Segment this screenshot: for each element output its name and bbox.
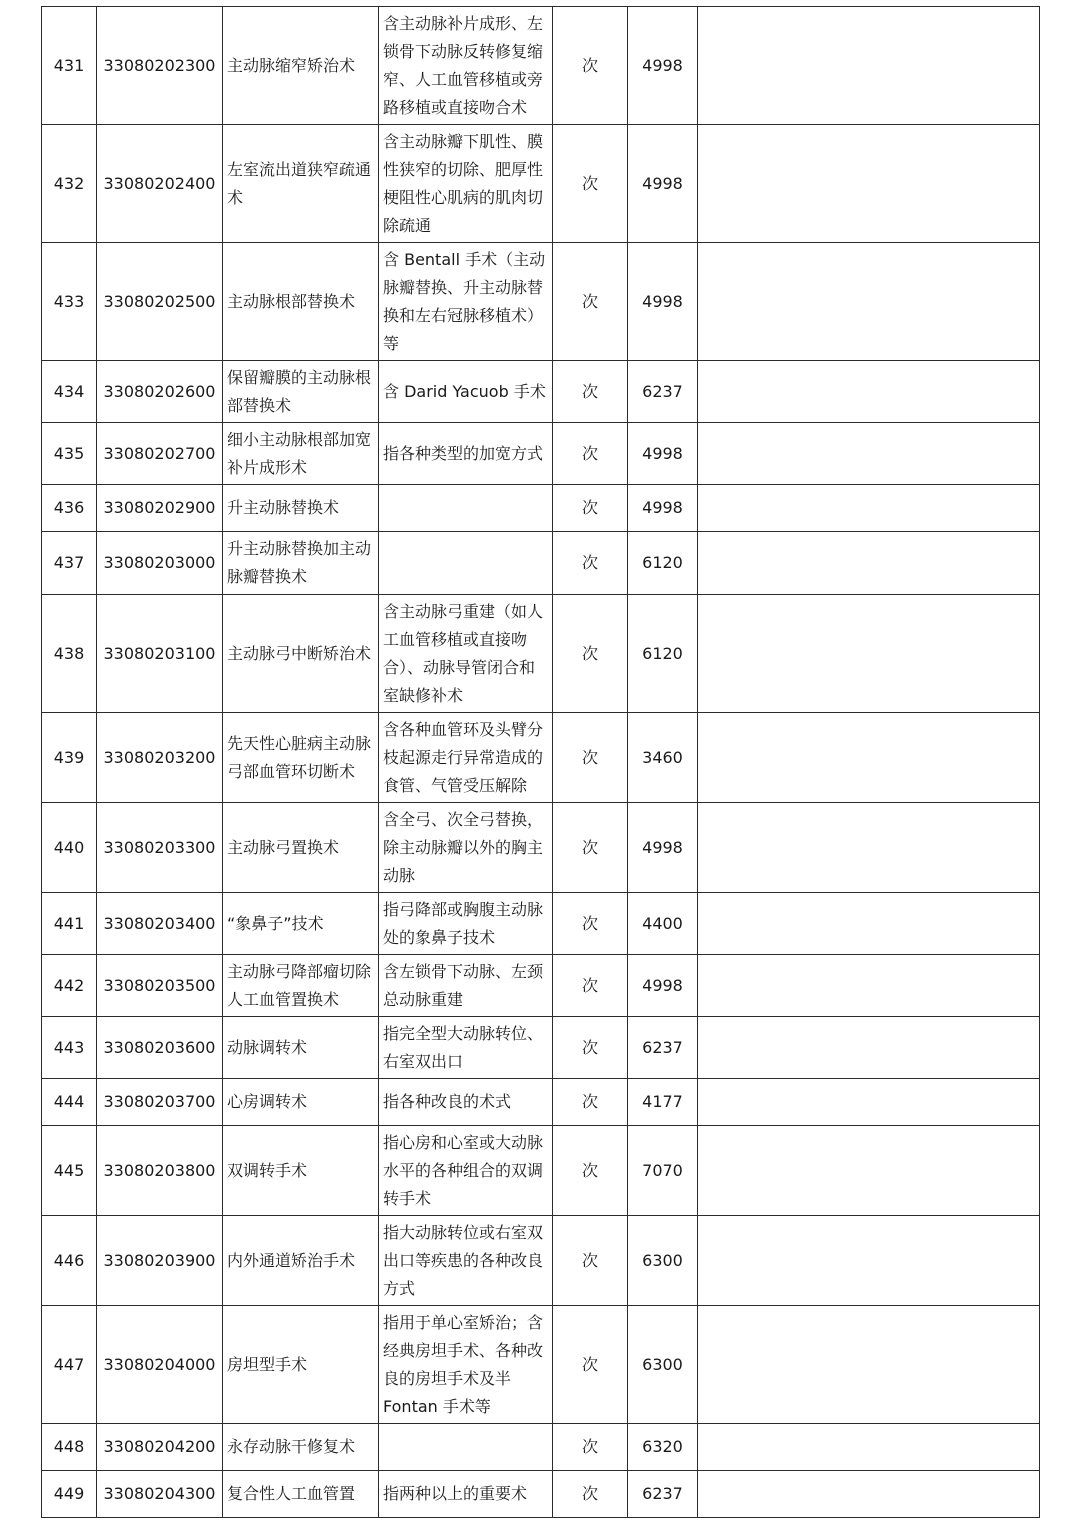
- remarks-cell: [698, 803, 1040, 893]
- remarks-cell: [698, 485, 1040, 532]
- item-code-cell: 33080203400: [97, 893, 223, 955]
- row-index-cell: 449: [42, 1471, 97, 1518]
- item-content-cell: 含主动脉弓重建（如人工血管移植或直接吻合）、动脉导管闭合和室缺修补术: [379, 595, 553, 713]
- remarks-cell: [698, 423, 1040, 485]
- item-content-cell: [379, 485, 553, 532]
- table-row: [42, 1017, 1040, 1079]
- item-content-cell: [379, 532, 553, 595]
- table-body: [42, 7, 1040, 1518]
- row-index-cell: 437: [42, 532, 97, 595]
- item-code-cell: 33080203200: [97, 713, 223, 803]
- item-code-cell: 33080202500: [97, 243, 223, 361]
- item-content-cell: 含 Bentall 手术（主动脉瓣替换、升主动脉替换和左右冠脉移植术）等: [379, 243, 553, 361]
- item-code-cell: 33080202400: [97, 125, 223, 243]
- item-name-cell: 主动脉缩窄矫治术: [223, 7, 379, 125]
- price-cell: 6237: [628, 361, 698, 423]
- price-cell: 4998: [628, 7, 698, 125]
- item-content-cell: 含主动脉补片成形、左锁骨下动脉反转修复缩窄、人工血管移植或旁路移植或直接吻合术: [379, 7, 553, 125]
- table-row: [42, 243, 1040, 361]
- item-name-cell: 细小主动脉根部加宽补片成形术: [223, 423, 379, 485]
- remarks-cell: [698, 7, 1040, 125]
- table-row: [42, 595, 1040, 713]
- unit-cell: 次: [553, 713, 628, 803]
- unit-cell: 次: [553, 125, 628, 243]
- item-code-cell: 33080202700: [97, 423, 223, 485]
- table-row: [42, 1079, 1040, 1126]
- price-cell: 3460: [628, 713, 698, 803]
- item-name-cell: 心房调转术: [223, 1079, 379, 1126]
- unit-cell: 次: [553, 1424, 628, 1471]
- item-content-cell: 指用于单心室矫治；含经典房坦手术、各种改良的房坦手术及半Fontan 手术等: [379, 1306, 553, 1424]
- item-name-cell: 房坦型手术: [223, 1306, 379, 1424]
- table-row: [42, 7, 1040, 125]
- table-row: [42, 893, 1040, 955]
- price-cell: 6237: [628, 1017, 698, 1079]
- item-name-cell: 保留瓣膜的主动脉根部替换术: [223, 361, 379, 423]
- item-code-cell: 33080203900: [97, 1216, 223, 1306]
- fee-schedule-table: [41, 6, 1040, 1518]
- remarks-cell: [698, 1126, 1040, 1216]
- table-row: [42, 1126, 1040, 1216]
- item-content-cell: 含左锁骨下动脉、左颈总动脉重建: [379, 955, 553, 1017]
- remarks-cell: [698, 532, 1040, 595]
- item-code-cell: 33080202900: [97, 485, 223, 532]
- row-index-cell: 436: [42, 485, 97, 532]
- item-content-cell: 指各种改良的术式: [379, 1079, 553, 1126]
- item-content-cell: 指心房和心室或大动脉水平的各种组合的双调转手术: [379, 1126, 553, 1216]
- unit-cell: 次: [553, 893, 628, 955]
- remarks-cell: [698, 125, 1040, 243]
- unit-cell: 次: [553, 361, 628, 423]
- price-cell: 6320: [628, 1424, 698, 1471]
- unit-cell: 次: [553, 1216, 628, 1306]
- item-name-cell: 双调转手术: [223, 1126, 379, 1216]
- item-name-cell: 主动脉弓中断矫治术: [223, 595, 379, 713]
- price-cell: 4998: [628, 243, 698, 361]
- item-code-cell: 33080203500: [97, 955, 223, 1017]
- item-content-cell: 含全弓、次全弓替换，除主动脉瓣以外的胸主动脉: [379, 803, 553, 893]
- remarks-cell: [698, 1424, 1040, 1471]
- table-row: [42, 532, 1040, 595]
- unit-cell: 次: [553, 1306, 628, 1424]
- row-index-cell: 439: [42, 713, 97, 803]
- price-cell: 4998: [628, 125, 698, 243]
- row-index-cell: 431: [42, 7, 97, 125]
- unit-cell: 次: [553, 1471, 628, 1518]
- unit-cell: 次: [553, 1017, 628, 1079]
- row-index-cell: 441: [42, 893, 97, 955]
- item-name-cell: 升主动脉替换术: [223, 485, 379, 532]
- price-cell: 6237: [628, 1471, 698, 1518]
- item-content-cell: 指两种以上的重要术: [379, 1471, 553, 1518]
- row-index-cell: 438: [42, 595, 97, 713]
- table-row: [42, 361, 1040, 423]
- remarks-cell: [698, 1079, 1040, 1126]
- unit-cell: 次: [553, 1079, 628, 1126]
- item-name-cell: “象鼻子”技术: [223, 893, 379, 955]
- remarks-cell: [698, 1471, 1040, 1518]
- row-index-cell: 440: [42, 803, 97, 893]
- item-code-cell: 33080203600: [97, 1017, 223, 1079]
- remarks-cell: [698, 361, 1040, 423]
- remarks-cell: [698, 713, 1040, 803]
- remarks-cell: [698, 595, 1040, 713]
- item-name-cell: 内外通道矫治手术: [223, 1216, 379, 1306]
- remarks-cell: [698, 1017, 1040, 1079]
- item-code-cell: 33080203300: [97, 803, 223, 893]
- item-code-cell: 33080204300: [97, 1471, 223, 1518]
- unit-cell: 次: [553, 1126, 628, 1216]
- item-code-cell: 33080203700: [97, 1079, 223, 1126]
- row-index-cell: 443: [42, 1017, 97, 1079]
- price-cell: 4998: [628, 955, 698, 1017]
- remarks-cell: [698, 1306, 1040, 1424]
- item-name-cell: 永存动脉干修复术: [223, 1424, 379, 1471]
- row-index-cell: 433: [42, 243, 97, 361]
- unit-cell: 次: [553, 595, 628, 713]
- remarks-cell: [698, 243, 1040, 361]
- row-index-cell: 434: [42, 361, 97, 423]
- price-cell: 4400: [628, 893, 698, 955]
- item-code-cell: 33080202300: [97, 7, 223, 125]
- price-cell: 6120: [628, 595, 698, 713]
- item-name-cell: 升主动脉替换加主动脉瓣替换术: [223, 532, 379, 595]
- unit-cell: 次: [553, 243, 628, 361]
- row-index-cell: 435: [42, 423, 97, 485]
- item-content-cell: 指完全型大动脉转位、右室双出口: [379, 1017, 553, 1079]
- price-cell: 6120: [628, 532, 698, 595]
- table-row: [42, 1216, 1040, 1306]
- unit-cell: 次: [553, 803, 628, 893]
- remarks-cell: [698, 893, 1040, 955]
- item-content-cell: 指各种类型的加宽方式: [379, 423, 553, 485]
- item-name-cell: 左室流出道狭窄疏通术: [223, 125, 379, 243]
- item-content-cell: 含各种血管环及头臂分枝起源走行异常造成的食管、气管受压解除: [379, 713, 553, 803]
- item-name-cell: 复合性人工血管置: [223, 1471, 379, 1518]
- item-code-cell: 33080204200: [97, 1424, 223, 1471]
- row-index-cell: 442: [42, 955, 97, 1017]
- item-code-cell: 33080203800: [97, 1126, 223, 1216]
- price-cell: 4998: [628, 803, 698, 893]
- table-row: [42, 803, 1040, 893]
- table-row: [42, 1306, 1040, 1424]
- item-code-cell: 33080202600: [97, 361, 223, 423]
- table-row: [42, 955, 1040, 1017]
- row-index-cell: 448: [42, 1424, 97, 1471]
- row-index-cell: 432: [42, 125, 97, 243]
- unit-cell: 次: [553, 423, 628, 485]
- item-content-cell: [379, 1424, 553, 1471]
- table-row: [42, 1424, 1040, 1471]
- item-name-cell: 主动脉弓降部瘤切除人工血管置换术: [223, 955, 379, 1017]
- unit-cell: 次: [553, 7, 628, 125]
- item-code-cell: 33080203100: [97, 595, 223, 713]
- price-cell: 4998: [628, 485, 698, 532]
- table-row: [42, 485, 1040, 532]
- remarks-cell: [698, 955, 1040, 1017]
- unit-cell: 次: [553, 532, 628, 595]
- item-content-cell: 指弓降部或胸腹主动脉处的象鼻子技术: [379, 893, 553, 955]
- unit-cell: 次: [553, 955, 628, 1017]
- price-cell: 6300: [628, 1216, 698, 1306]
- item-name-cell: 先天性心脏病主动脉弓部血管环切断术: [223, 713, 379, 803]
- table-row: [42, 125, 1040, 243]
- price-cell: 4998: [628, 423, 698, 485]
- item-name-cell: 主动脉根部替换术: [223, 243, 379, 361]
- price-cell: 7070: [628, 1126, 698, 1216]
- table-row: [42, 713, 1040, 803]
- price-cell: 4177: [628, 1079, 698, 1126]
- item-content-cell: 指大动脉转位或右室双出口等疾患的各种改良方式: [379, 1216, 553, 1306]
- row-index-cell: 445: [42, 1126, 97, 1216]
- item-code-cell: 33080204000: [97, 1306, 223, 1424]
- price-cell: 6300: [628, 1306, 698, 1424]
- unit-cell: 次: [553, 485, 628, 532]
- row-index-cell: 446: [42, 1216, 97, 1306]
- item-content-cell: 含 Darid Yacuob 手术: [379, 361, 553, 423]
- item-code-cell: 33080203000: [97, 532, 223, 595]
- item-name-cell: 动脉调转术: [223, 1017, 379, 1079]
- row-index-cell: 444: [42, 1079, 97, 1126]
- row-index-cell: 447: [42, 1306, 97, 1424]
- item-content-cell: 含主动脉瓣下肌性、膜性狭窄的切除、肥厚性梗阻性心肌病的肌肉切除疏通: [379, 125, 553, 243]
- item-name-cell: 主动脉弓置换术: [223, 803, 379, 893]
- remarks-cell: [698, 1216, 1040, 1306]
- table-row: [42, 1471, 1040, 1518]
- table-row: [42, 423, 1040, 485]
